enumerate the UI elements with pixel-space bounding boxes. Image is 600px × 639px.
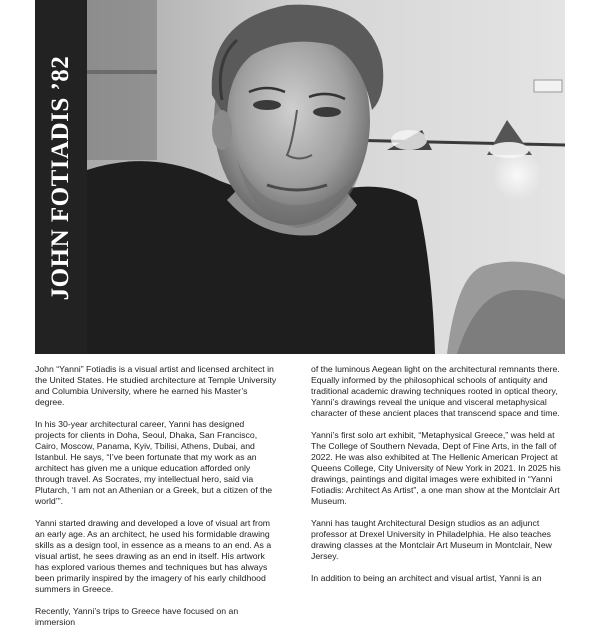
text-column-left xyxy=(35,364,277,639)
banner-title: JOHN FOTIADIS ’82 xyxy=(47,55,74,301)
paragraph: Yanni’s first solo art exhibit, “Metaphysical Greece,” was held at The College of Southern Nevada, Dept of Fine Arts, in the fall of 2022. He was also exhibited at The Hellenic American Project at Queens College, City University of New York in 2021. In 2025 his drawings, paintings and digital images were exhibited in “Yanni Fotiadis: Architect As Artist”, a one man show at the Montclair Art Museum. xyxy=(311,430,561,506)
paragraph: John “Yanni” Fotiadis is a visual artist and licensed architect in the United States. He studied architecture at Temple University and Columbia University, where he earned his Master’s degree. xyxy=(35,364,277,407)
portrait-illustration xyxy=(87,0,565,354)
name-banner xyxy=(35,0,87,354)
text-column-right xyxy=(311,364,565,595)
paragraph: Yanni has taught Architectural Design studios as an adjunct professor at Drexel University in Philadelphia. He also teaches drawing classes at the Montclair Art Museum in Montclair, New Jersey. xyxy=(311,518,552,561)
portrait-photo xyxy=(87,0,565,354)
paragraph: In his 30-year architectural career, Yanni has designed projects for clients in Doha, Seoul, Dhaka, San Francisco, Cairo, Moscow, Panama, Kyiv, Tbilisi, Athens, Dubai, and Istanbul. He says, “I’ve been fortunate that my work as an architect has given me a unique education afforded only through travel. As Socrates, my intellectual hero, said via Plutarch, ‘I am not an Athenian or a Greek, but a citizen of the world’”. xyxy=(35,419,273,506)
paragraph: In addition to being an architect and visual artist, Yanni is an xyxy=(311,573,542,583)
paragraph: of the luminous Aegean light on the architectural remnants there. Equally informed by the philosophical schools of antiquity and traditional academic drawing techniques rooted in optical theory, Yanni’s drawings reveal the unique and visceral metaphysical character of these ancient places that transcend space and time. xyxy=(311,364,560,418)
paragraph: Yanni started drawing and developed a love of visual art from an early age. As an architect, he used his formidable drawing skills as a design tool, in essence as a means to an end. As a visual artist, he sees drawing as an end in itself. His artwork has explored various themes and techniques but has always been primarily inspired by the imagery of his early childhood summers in Greece. xyxy=(35,518,272,594)
paragraph: Recently, Yanni’s trips to Greece have focused on an immersion xyxy=(35,606,239,627)
